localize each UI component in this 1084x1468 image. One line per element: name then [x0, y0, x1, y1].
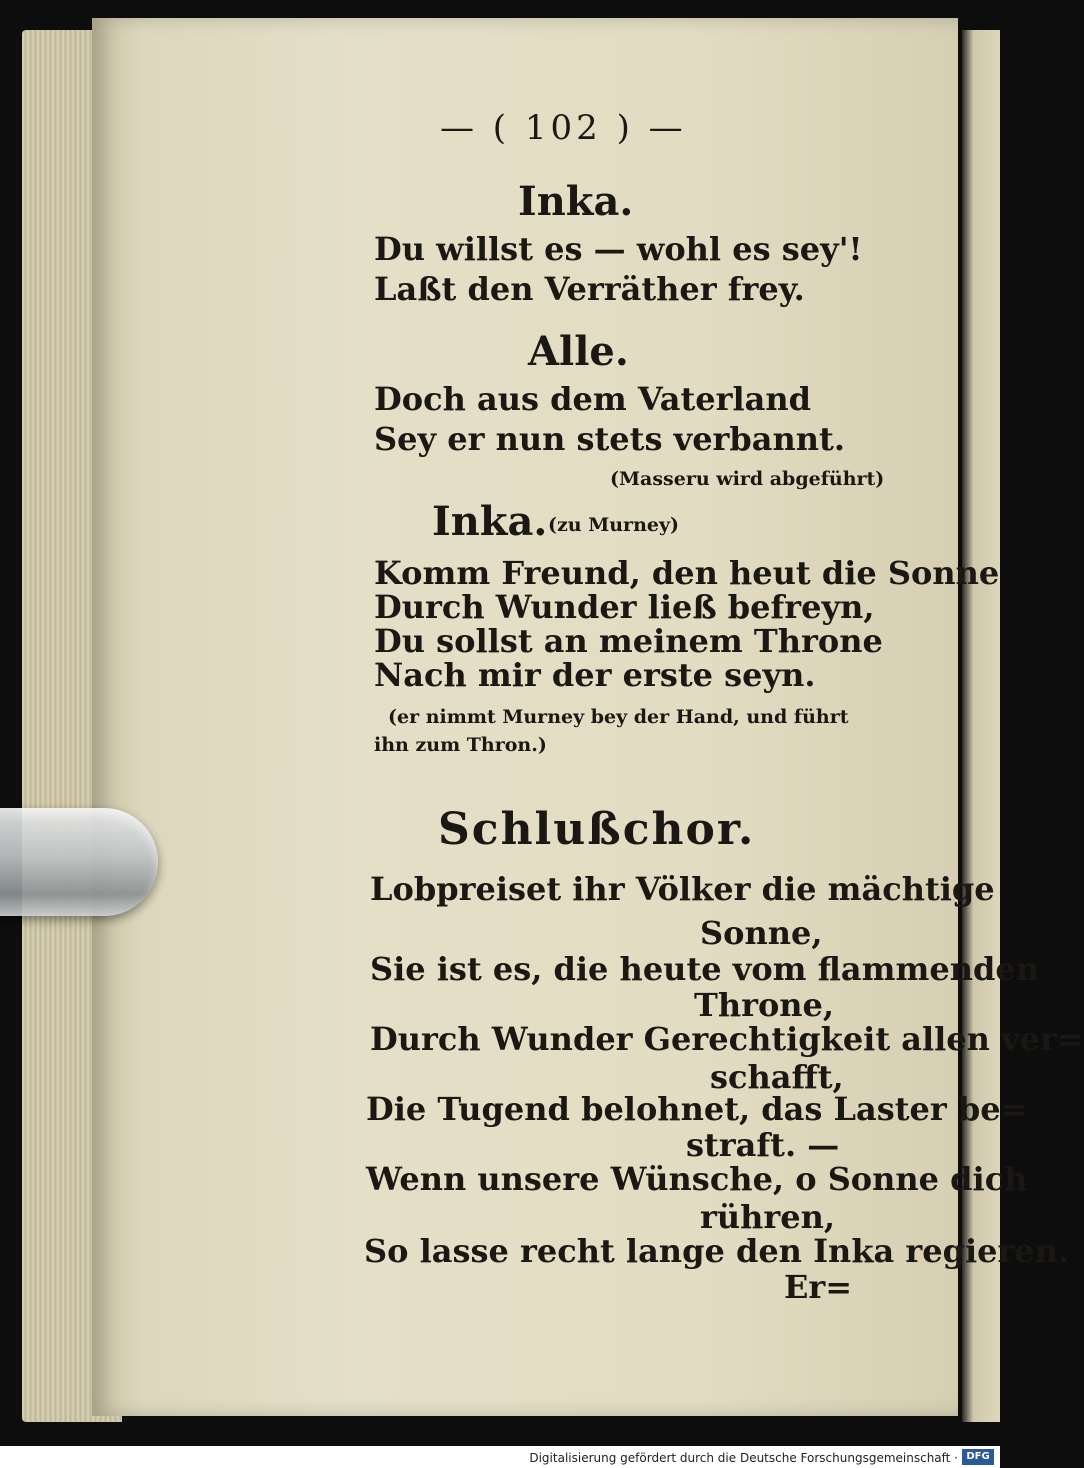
verse-line: Durch Wunder ließ befreyn,: [374, 588, 875, 626]
stage-direction: (Masseru wird abgeführt): [610, 468, 885, 490]
verse-line: Durch Wunder Gerechtigkeit allen ver=: [370, 1020, 1084, 1058]
verse-line: Laßt den Verräther frey.: [374, 270, 805, 308]
verse-line: rühren,: [700, 1198, 836, 1236]
page-holder-clip: [0, 808, 158, 916]
stage-direction: (er nimmt Murney bey der Hand, und führt: [388, 706, 849, 728]
verse-line: Die Tugend belohnet, das Laster be=: [366, 1090, 1028, 1128]
chorus-title: Schlußchor.: [438, 804, 756, 855]
page-number: — ( 102 ) —: [440, 108, 687, 148]
speaker-inka: Inka.: [432, 498, 548, 545]
verse-line: Du willst es — wohl es sey'!: [374, 230, 863, 268]
footer-bar: [0, 1446, 1000, 1468]
verse-line: schafft,: [710, 1058, 844, 1096]
catchword: Er=: [784, 1268, 853, 1306]
verse-line: Sey er nun stets verbannt.: [374, 420, 845, 458]
verse-line: Sonne,: [700, 914, 823, 952]
verse-line: Sie ist es, die heute vom flammenden: [370, 950, 1039, 988]
verse-line: Doch aus dem Vaterland: [374, 380, 812, 418]
verse-line: So lasse recht lange den Inka regieren.: [364, 1232, 1070, 1270]
footer-credit: Digitalisierung gefördert durch die Deutsche Forschungsgemeinschaft ·: [529, 1451, 958, 1465]
verse-line: straft. —: [686, 1126, 840, 1164]
speaker-alle: Alle.: [528, 328, 629, 375]
stage-direction: ihn zum Thron.): [374, 734, 547, 756]
next-page-edge: [962, 30, 1000, 1422]
speaker-note: (zu Murney): [548, 514, 679, 536]
verse-line: Nach mir der erste seyn.: [374, 656, 816, 694]
verse-line: Lobpreiset ihr Völker die mächtige: [370, 870, 995, 908]
verse-line: Throne,: [694, 986, 835, 1024]
speaker-inka: Inka.: [518, 178, 634, 225]
dfg-logo: DFG: [962, 1449, 994, 1465]
verse-line: Du sollst an meinem Throne: [374, 622, 883, 660]
verse-line: Komm Freund, den heut die Sonne: [374, 554, 1000, 592]
verse-line: Wenn unsere Wünsche, o Sonne dich: [366, 1160, 1028, 1198]
